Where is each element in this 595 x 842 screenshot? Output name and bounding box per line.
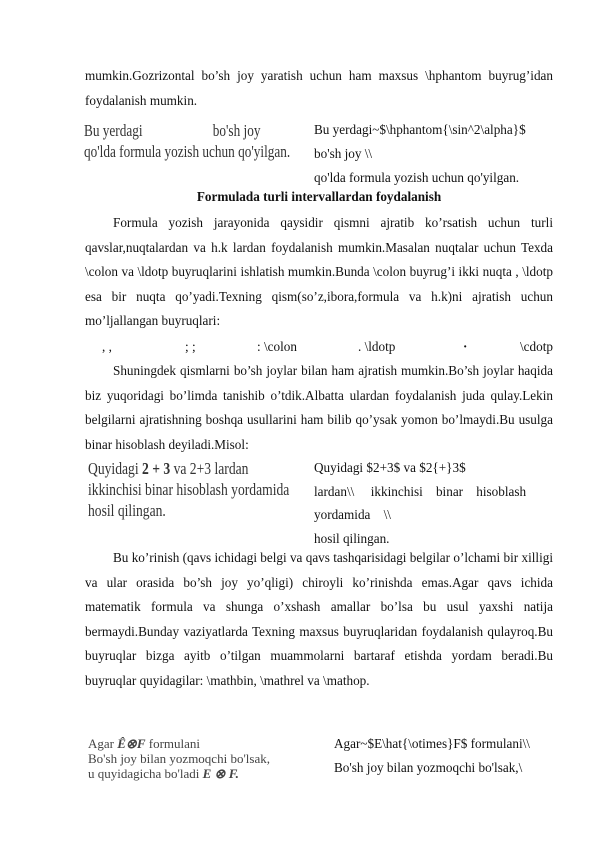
example-image-binary: Quyidagi 2 + 3 va 2+3 lardan ikkinchisi binar hisoblash yordamida hosil qilingan. (88, 459, 290, 520)
section-heading: Formulada turli intervallardan foydalanish (196, 189, 442, 204)
symbol-colon: : \colon (257, 339, 297, 354)
paragraph-hphantom: mumkin.Gozrizontal bo’sh joy yaratish uchun ham maxsus \hphantom buyrug’idan foydalanish mumkin. (85, 68, 553, 108)
code-example-otimes: Agar~$E\hat{\otimes}F$ formulani\\ Bo'sh joy bilan yozmoqchi bo'lsak,\ (334, 736, 530, 775)
symbol-semicolon: ; ; (185, 339, 196, 354)
example-image-otimes: Agar Ê⊗F formulani Bo'sh joy bilan yozmoqchi bo'lsak, u quyidagicha bo'ladi E ⊗ F. (88, 736, 270, 781)
example-image-hphantom: Bu yerdagi bo'sh joy qo'lda formula yozish uchun qo'yilgan. (84, 121, 291, 161)
symbol-cdot: · (463, 339, 468, 354)
symbol-ldotp: . \ldotp (358, 339, 396, 354)
paragraph-binary: Shuningdek qismlarni bo’sh joylar bilan ham ajratish mumkin.Bo’sh joylar haqida biz yuqoridagi bo’limda tanishib o’tdik.Albatta ulardan foydalanish juda qulay.Lekin belgilarni ajratishning boshqa usullarini ham bilib qo’ysak yomon bo’lmaydi.Bu usulga binar hisoblash deyiladi.Misol: (85, 363, 553, 452)
code-example-binary: Quyidagi $2+3$ va $2{+}3$ lardan\\ ikkinchisi binar hisoblash yordamida \\ hosil qilingan. (314, 460, 527, 546)
symbol-cdotp: \cdotp (520, 339, 553, 354)
code-example-hphantom: Bu yerdagi~$\hphantom{\sin^2\alpha}$ bo'sh joy \\ qo'lda formula yozish uchun qo'yilgan. (314, 122, 526, 185)
paragraph-mathbin: Bu ko’rinish (qavs ichidagi belgi va qavs tashqarisidagi belgilar o’lchami bir xilligi va ular orasida bo’sh joy yo’qligi) chiroyli ko’rinishda emas.Agar qavs ichida matematik formula va shunga o’xshash amallar bo’lsa bu usul yaxshi natija bermaydi.Bunday vaziyatlarda Texning maxsus buyruqlaridan foydalanish qulayroq.Bu buyruqlar bizga ayitb o’tilgan muammolarni bartaraf etishda yordam beradi.Bu buyruqlar quyidagilar: \mathbin, \mathrel va \mathop. (85, 550, 553, 688)
symbol-comma: , , (102, 339, 112, 354)
paragraph-separators: Formula yozish jarayonida qaysidir qismni ajratib ko’rsatish uchun turli qavslar,nuqtalardan va h.k lardan foydalanish mumkin.Masalan nuqtalar uchun Texda \colon va \ldotp buyruqlarini ishlatish mumkin.Bunda \colon buyrug’i ikki nuqta , \ldotp esa bir nuqta qo’yadi.Texning qism(so’z,ibora,formula va h.k)ni ajratish uchun mo’ljallangan buyruqlari: (85, 215, 553, 328)
